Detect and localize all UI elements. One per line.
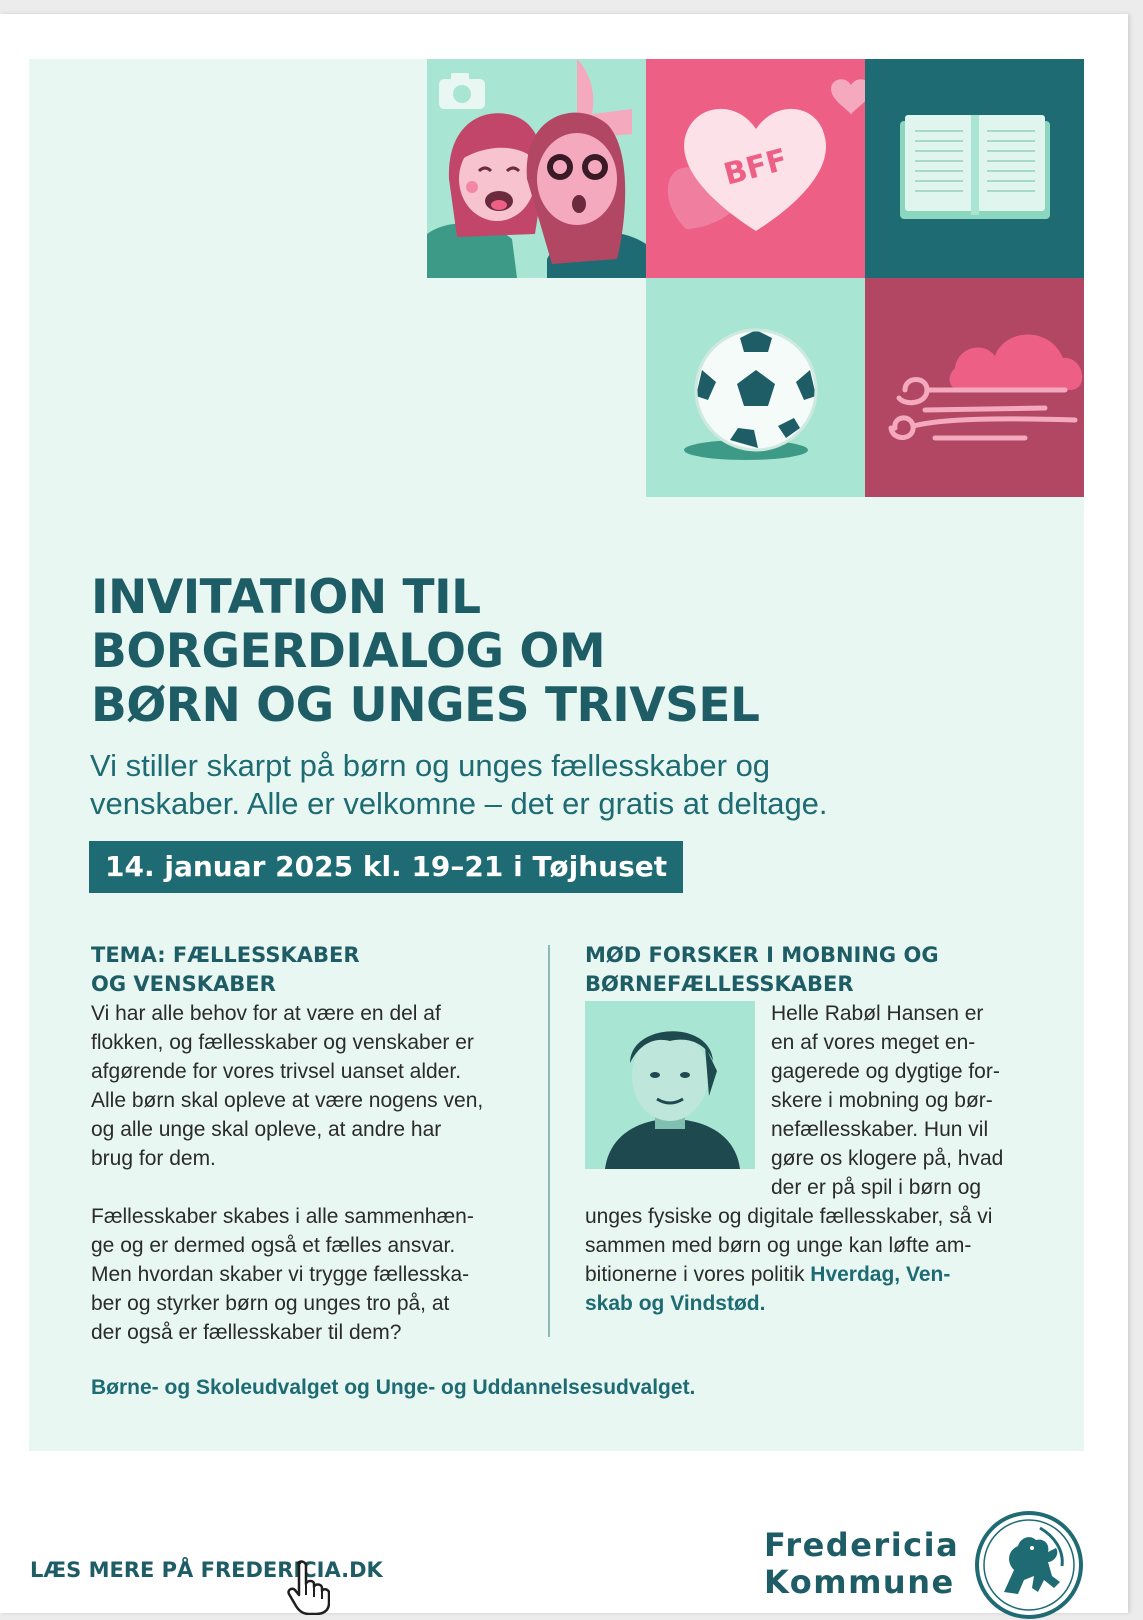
researcher-column — [585, 941, 1025, 1318]
title-line: INVITATION TIL — [91, 570, 481, 625]
organizer-note: Børne- og Skoleudvalget og Unge- og Uddannelsesudvalget. — [91, 1376, 696, 1399]
selfie-friends-icon — [427, 59, 646, 278]
bff-label: BFF — [720, 142, 791, 193]
text-line: ge og er dermed også et fælles ansvar. — [91, 1234, 456, 1257]
wind-cloud-icon — [865, 278, 1084, 497]
text-line: brug for dem. — [91, 1147, 216, 1170]
text-line: og alle unge skal opleve, at andre har — [91, 1118, 442, 1141]
policy-link[interactable]: Hverdag, Ven- — [810, 1263, 951, 1286]
text-line: gagerede og dygtige for- — [771, 1060, 1000, 1083]
text-fragment: bitionerne i vores politik — [585, 1263, 811, 1286]
portrait-icon — [585, 1001, 755, 1169]
soccer-ball-icon — [646, 278, 865, 497]
subtitle — [90, 747, 990, 823]
text-line: sammen med børn og unge kan løfte am- — [585, 1234, 972, 1257]
text-line: Fællesskaber skabes i alle sammenhæn- — [91, 1205, 474, 1228]
title-line: BØRN OG UNGES TRIVSEL — [91, 678, 760, 733]
text-line: skere i mobning og bør- — [771, 1089, 993, 1112]
researcher-photo — [585, 1001, 755, 1169]
title-line: BORGERDIALOG OM — [91, 624, 606, 679]
text-line: en af vores meget en- — [771, 1031, 976, 1054]
soccer-ball-tile — [646, 278, 865, 497]
heading-line: BØRNEFÆLLESSKABER — [585, 972, 854, 996]
wind-cloud-tile — [865, 278, 1084, 497]
text-line: afgørende for vores trivsel uanset alder. — [91, 1060, 462, 1083]
text-line: Men hvordan skaber vi trygge fællesska- — [91, 1263, 470, 1286]
open-book-icon — [865, 59, 1084, 278]
logo-line: Kommune — [764, 1563, 955, 1601]
invitation-panel — [29, 59, 1084, 1451]
document-page — [0, 14, 1128, 1613]
heading-line: MØD FORSKER I MOBNING OG — [585, 943, 939, 967]
logo-line: Fredericia — [764, 1526, 960, 1564]
researcher-heading — [585, 941, 1025, 999]
theme-paragraph-1 — [91, 999, 531, 1173]
read-more-link[interactable]: LÆS MERE PÅ FREDERICIA.DK — [30, 1558, 383, 1582]
theme-paragraph-2 — [91, 1202, 531, 1347]
text-line: gøre os klogere på, hvad — [771, 1147, 1004, 1170]
text-line: nefællesskaber. Hun vil — [771, 1118, 989, 1141]
hand-cursor-icon — [284, 1559, 330, 1615]
lion-seal-icon — [974, 1510, 1084, 1620]
theme-column — [91, 941, 531, 1347]
date-banner: 14. januar 2025 kl. 19–21 i Tøjhuset — [89, 841, 683, 893]
text-line: ber og styrker børn og unges tro på, at — [91, 1292, 450, 1315]
bff-heart-tile — [646, 59, 865, 278]
subtitle-line: venskaber. Alle er velkomne – det er gratis at deltage. — [90, 786, 828, 821]
text-line: Helle Rabøl Hansen er — [771, 1002, 984, 1025]
heart-icon — [646, 59, 865, 278]
policy-link-continued[interactable]: skab og Vindstød. — [585, 1292, 766, 1315]
text-line — [585, 1260, 1025, 1289]
text-line: der også er fællesskaber til dem? — [91, 1321, 402, 1344]
text-line: unges fysiske og digitale fællesskaber, så vi — [585, 1205, 993, 1228]
heading-line: TEMA: FÆLLESSKABER — [91, 943, 360, 967]
selfie-friends-tile — [427, 59, 646, 278]
subtitle-line: Vi stiller skarpt på børn og unges fællesskaber og — [90, 748, 771, 783]
text-line: Alle børn skal opleve at være nogens ven, — [91, 1089, 484, 1112]
heading-line: OG VENSKABER — [91, 972, 276, 996]
text-line: flokken, og fællesskaber og venskaber er — [91, 1031, 474, 1054]
column-divider — [548, 945, 550, 1337]
municipality-logo-text — [764, 1527, 959, 1601]
open-book-tile — [865, 59, 1084, 278]
text-line: Vi har alle behov for at være en del af — [91, 1002, 441, 1025]
page-title — [91, 571, 991, 733]
text-line: der er på spil i børn og — [771, 1176, 982, 1199]
theme-heading — [91, 941, 531, 999]
